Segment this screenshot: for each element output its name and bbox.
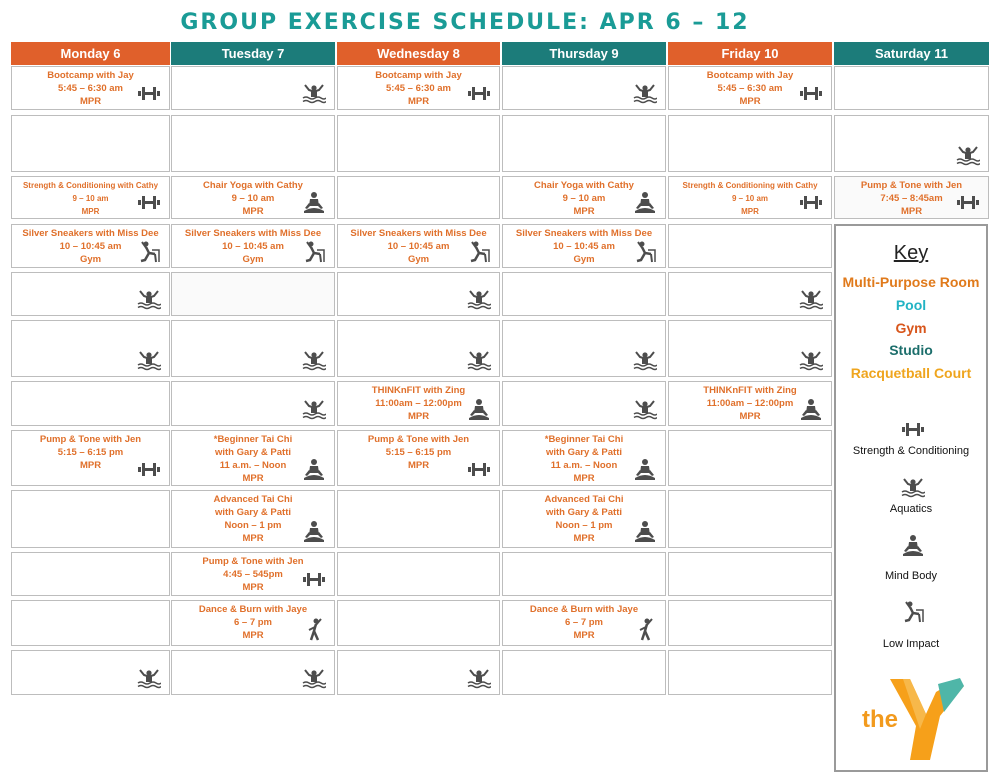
mind-body-icon [467,398,491,420]
mind-body-icon [302,191,326,213]
low-impact-icon [467,240,491,262]
class-detail: 5:45 – 6:30 am [58,83,123,94]
low-impact-icon [137,240,161,262]
logo-text-ymca: YMCA [933,736,948,759]
class-detail: 10 – 10:45 am [553,241,615,252]
class-detail: 11 a.m. – Noon [219,460,287,471]
class-name: Silver Sneakers with Miss Dee [515,228,653,239]
low-impact-icon [633,240,657,262]
class-detail: Noon – 1 pm [224,520,282,531]
empty-cell [11,381,170,426]
empty-cell [502,320,666,377]
class-cell [11,176,170,219]
class-detail: MPR [573,533,595,544]
class-cell [834,176,989,219]
class-detail: 11 a.m. – Noon [550,460,618,471]
dance-icon [302,618,326,640]
mind-body-icon [799,398,823,420]
class-cell [171,430,335,486]
class-detail: 6 – 7 pm [564,617,604,628]
empty-cell [337,650,500,695]
key-location-pool: Pool [895,297,927,313]
class-detail: MPR [79,460,102,471]
class-detail: MPR [81,207,100,216]
class-name: Dance & Burn with Jaye [529,604,639,615]
class-detail: with Gary & Patti [214,447,291,458]
day-header-4: Thursday 9 [502,42,666,65]
aquatics-icon [467,349,491,371]
class-detail: 9 – 10 am [231,193,275,204]
empty-cell [834,66,989,110]
aquatics-icon [901,476,925,500]
class-name: Advanced Tai Chi [213,494,293,505]
low-impact-icon [302,240,326,262]
aquatics-icon [633,82,657,104]
class-cell [337,224,500,268]
class-cell [337,381,500,426]
class-detail: MPR [242,630,264,641]
empty-cell [668,320,832,377]
class-detail: 5:45 – 6:30 am [717,83,783,94]
class-cell [668,66,832,110]
empty-cell [171,272,335,316]
empty-cell [668,650,832,695]
class-detail: MPR [739,411,761,422]
class-name: Silver Sneakers with Miss Dee [184,228,322,239]
class-cell [502,600,666,646]
class-detail: MPR [573,206,595,217]
empty-cell [171,115,335,172]
key-location-mpr: Multi-Purpose Room [842,274,980,290]
empty-cell [668,430,832,486]
class-cell [171,224,335,268]
class-detail: Gym [79,254,102,265]
strength-icon [799,82,823,104]
class-cell [171,600,335,646]
class-detail: 5:15 – 6:15 pm [57,447,124,458]
class-detail: Noon – 1 pm [555,520,613,531]
class-detail: 9 – 10 am [72,194,109,203]
aquatics-icon [799,349,823,371]
class-detail: 11:00am – 12:00pm [706,398,794,409]
low-impact-icon [901,600,925,624]
class-detail: 7:45 – 8:45am [880,193,943,204]
class-cell [668,381,832,426]
class-cell [502,430,666,486]
class-detail: MPR [407,411,430,422]
class-detail: with Gary & Patti [545,507,622,518]
class-name: Pump & Tone with Jen [39,434,142,445]
empty-cell [502,650,666,695]
class-detail: 11:00am – 12:00pm [375,398,462,409]
empty-cell [171,650,335,695]
class-detail: 9 – 10 am [562,193,606,204]
class-cell [171,552,335,596]
class-detail: MPR [407,96,430,107]
class-cell [668,176,832,219]
empty-cell [668,600,832,646]
class-detail: 4:45 – 545pm [223,569,283,580]
aquatics-icon [799,288,823,310]
class-cell [11,224,170,268]
aquatics-icon [467,667,491,689]
mind-body-icon [302,520,326,542]
mind-body-icon [633,458,657,480]
class-name: Strength & Conditioning with Cathy [22,181,159,190]
empty-cell [11,115,170,172]
empty-cell [11,650,170,695]
class-name: Silver Sneakers with Miss Dee [350,228,487,239]
empty-cell [337,600,500,646]
aquatics-icon [302,398,326,420]
page-title: GROUP EXERCISE SCHEDULE: APR 6 – 12 [180,10,750,35]
class-detail: Gym [242,254,264,265]
logo-text-the: the [862,706,898,733]
class-detail: MPR [79,96,102,107]
class-name: Chair Yoga with Cathy [534,180,634,191]
class-detail: 9 – 10 am [731,194,769,203]
strength-icon [137,82,161,104]
empty-cell [502,272,666,316]
class-detail: 5:45 – 6:30 am [386,83,451,94]
aquatics-icon [137,288,161,310]
empty-cell [11,272,170,316]
empty-cell [834,115,989,172]
class-name: Bootcamp with Jay [47,70,134,81]
class-detail: Gym [573,254,595,265]
dance-icon [633,618,657,640]
strength-icon [799,191,823,213]
day-header-6: Saturday 11 [834,42,989,65]
class-detail: MPR [573,630,595,641]
empty-cell [668,272,832,316]
key-location-gym: Gym [895,320,927,336]
class-cell [337,430,500,486]
empty-cell [11,552,170,596]
strength-icon [467,82,491,104]
strength-icon [901,418,925,442]
class-name: Bootcamp with Jay [375,70,462,81]
aquatics-icon [956,144,980,166]
day-header-5: Friday 10 [668,42,832,65]
class-detail: 6 – 7 pm [233,617,273,628]
class-name: Chair Yoga with Cathy [203,180,303,191]
class-cell [11,66,170,110]
empty-cell [502,381,666,426]
class-detail: 5:15 – 6:15 pm [385,447,452,458]
class-name: Pump & Tone with Jen [860,180,963,191]
empty-cell [668,552,832,596]
class-detail: MPR [242,533,264,544]
class-name: THINKnFIT with Zing [703,385,797,396]
class-detail: 10 – 10:45 am [222,241,284,252]
class-cell [502,224,666,268]
key-location-racquetball: Racquetball Court [850,365,972,381]
class-detail: with Gary & Patti [214,507,291,518]
empty-cell [502,552,666,596]
key-type-aquatics: Aquatics [889,503,933,515]
class-cell [502,176,666,219]
class-detail: Gym [407,254,430,265]
day-header-3: Wednesday 8 [337,42,500,65]
empty-cell [337,552,500,596]
aquatics-icon [137,667,161,689]
class-detail: MPR [407,460,430,471]
class-name: Silver Sneakers with Miss Dee [22,228,159,239]
aquatics-icon [302,82,326,104]
class-name: Advanced Tai Chi [544,494,624,505]
aquatics-icon [633,349,657,371]
class-detail: MPR [242,206,264,217]
strength-icon [467,458,491,480]
key-title: Key [893,242,929,264]
empty-cell [11,490,170,548]
class-name: Pump & Tone with Jen [367,434,470,445]
strength-icon [137,191,161,213]
empty-cell [337,176,500,219]
empty-cell [337,490,500,548]
day-header-2: Tuesday 7 [171,42,335,65]
aquatics-icon [302,349,326,371]
class-detail: MPR [741,207,759,216]
class-name: Strength & Conditioning with Cathy [682,181,818,190]
mind-body-icon [633,191,657,213]
class-detail: MPR [242,582,264,593]
class-cell [337,66,500,110]
aquatics-icon [633,398,657,420]
day-header-1: Monday 6 [11,42,170,65]
empty-cell [171,66,335,110]
legend-key [834,224,988,772]
class-name: Bootcamp with Jay [706,70,794,81]
class-name: Dance & Burn with Jaye [198,604,308,615]
strength-icon [956,191,980,213]
class-name: THINKnFIT with Zing [371,385,466,396]
class-detail: with Gary & Patti [545,447,622,458]
ymca-logo [858,674,968,764]
aquatics-icon [137,349,161,371]
mind-body-icon [302,458,326,480]
key-type-strength: Strength & Conditioning [852,445,970,457]
empty-cell [337,115,500,172]
mind-body-icon [901,534,925,558]
empty-cell [11,320,170,377]
key-type-lowimpact: Low Impact [882,638,940,650]
class-cell [171,176,335,219]
empty-cell [668,224,832,268]
class-cell [171,490,335,548]
strength-icon [137,458,161,480]
empty-cell [171,320,335,377]
class-cell [502,490,666,548]
strength-icon [302,568,326,590]
empty-cell [668,490,832,548]
empty-cell [502,66,666,110]
key-location-studio: Studio [889,342,933,358]
class-name: *Beginner Tai Chi [544,434,624,445]
empty-cell [171,381,335,426]
empty-cell [11,600,170,646]
class-cell [11,430,170,486]
key-type-mindbody: Mind Body [885,570,937,582]
empty-cell [502,115,666,172]
class-name: *Beginner Tai Chi [213,434,293,445]
class-detail: 10 – 10:45 am [387,241,450,252]
mind-body-icon [633,520,657,542]
aquatics-icon [467,288,491,310]
class-detail: MPR [739,96,761,107]
aquatics-icon [302,667,326,689]
class-name: Pump & Tone with Jen [202,556,304,567]
class-detail: MPR [573,473,595,484]
class-detail: MPR [242,473,264,484]
empty-cell [668,115,832,172]
empty-cell [337,272,500,316]
empty-cell [337,320,500,377]
class-detail: MPR [900,206,923,217]
class-detail: 10 – 10:45 am [59,241,122,252]
